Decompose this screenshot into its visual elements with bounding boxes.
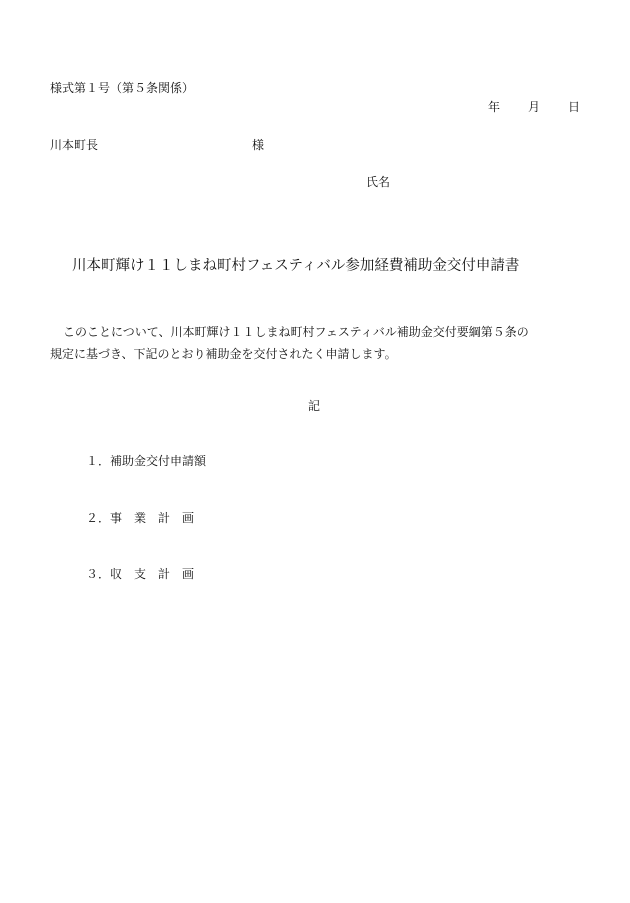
addressee: 川本町長 xyxy=(50,138,99,152)
ki-heading: 記 xyxy=(308,399,321,413)
date-year-label: 年 xyxy=(487,100,500,114)
list-item xyxy=(86,453,206,469)
list-item xyxy=(86,510,194,526)
list-item xyxy=(86,566,194,582)
date-month-label: 月 xyxy=(527,100,540,114)
body-line-2: 規定に基づき、下記のとおり補助金を交付されたく申請します。 xyxy=(50,347,397,361)
item-number: ２． xyxy=(86,511,111,525)
item-label: 補助金交付申請額 xyxy=(110,454,207,468)
honorific: 様 xyxy=(252,138,265,152)
form-number: 様式第１号（第５条関係） xyxy=(50,81,195,95)
item-label: 収 支 計 画 xyxy=(110,567,195,581)
document-title: 川本町輝け１１しまね町村フェスティバル参加経費補助金交付申請書 xyxy=(72,258,520,274)
item-number: ３． xyxy=(86,567,111,581)
item-number: １． xyxy=(86,454,111,468)
date-line xyxy=(488,99,580,115)
body-line-1: このことについて、川本町輝け１１しまね町村フェスティバル補助金交付要綱第５条の xyxy=(63,325,529,339)
item-label: 事 業 計 画 xyxy=(110,511,195,525)
date-day-label: 日 xyxy=(567,100,580,114)
body-paragraph xyxy=(50,321,590,365)
applicant-name-label: 氏名 xyxy=(366,175,391,189)
